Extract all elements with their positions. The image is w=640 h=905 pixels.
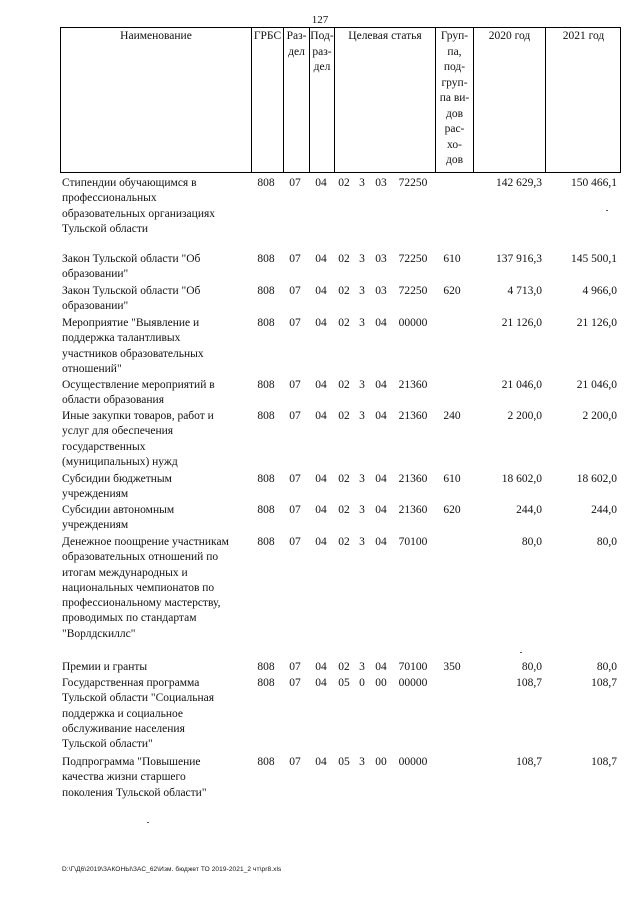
row-target-direction: 70100 bbox=[398, 536, 428, 548]
row-name-line: образовании" bbox=[62, 268, 129, 281]
row-grbs: 808 bbox=[257, 473, 275, 485]
header-target-label: Целевая статья bbox=[348, 30, 422, 42]
row-name-line: отношений" bbox=[62, 362, 122, 375]
row-vid: 620 bbox=[443, 504, 461, 516]
row-name-line: Мероприятие "Выявление и bbox=[62, 317, 200, 329]
row-2020: 2 200,0 bbox=[507, 410, 542, 422]
row-name bbox=[62, 535, 250, 642]
row-name-line: национальных чемпионатов по bbox=[62, 581, 215, 594]
row-target-program: 05 bbox=[338, 677, 350, 689]
row-target-program: 02 bbox=[338, 253, 350, 265]
page-number: 127 bbox=[311, 14, 329, 26]
row-name-line: качества жизни старшего bbox=[62, 771, 186, 784]
row-target-direction: 21360 bbox=[398, 379, 428, 391]
row-grbs: 808 bbox=[257, 410, 275, 422]
row-name bbox=[62, 660, 250, 675]
row-name-line: поддержка талантливых bbox=[62, 332, 181, 345]
row-name bbox=[62, 409, 250, 470]
row-target-subprogram: 0 bbox=[359, 677, 365, 689]
row-name-line: образовании" bbox=[62, 300, 129, 313]
row-target-event: 03 bbox=[375, 253, 387, 265]
row-target-subprogram: 3 bbox=[359, 379, 365, 391]
row-2021: 80,0 bbox=[596, 536, 617, 548]
row-podrazdel: 04 bbox=[315, 473, 327, 485]
header-podrazdel bbox=[309, 28, 334, 172]
row-target-event: 03 bbox=[375, 285, 387, 297]
row-name-line: Стипендии обучающимся в bbox=[62, 177, 197, 189]
row-name-line: государственных bbox=[62, 440, 146, 453]
header-podrazdel-line: дел bbox=[313, 61, 331, 73]
row-name-line: Подпрограмма "Повышение bbox=[62, 756, 201, 768]
row-razdel: 07 bbox=[289, 379, 301, 391]
row-razdel: 07 bbox=[289, 536, 301, 548]
row-target-subprogram: 3 bbox=[359, 473, 365, 485]
row-2020: 21 126,0 bbox=[501, 317, 542, 329]
row-target-subprogram: 3 bbox=[359, 177, 365, 189]
row-name-line: образовательных организациях bbox=[62, 207, 216, 220]
row-2021: 108,7 bbox=[591, 677, 617, 689]
row-target-direction: 00000 bbox=[398, 677, 428, 689]
row-2021: 18 602,0 bbox=[576, 473, 617, 485]
row-name bbox=[62, 755, 250, 801]
header-target bbox=[334, 28, 435, 172]
row-razdel: 07 bbox=[289, 473, 301, 485]
header-razdel-line: Раз- bbox=[286, 30, 307, 42]
scan-speck bbox=[147, 822, 149, 823]
row-2021: 244,0 bbox=[591, 504, 617, 516]
header-vid-line: дов bbox=[445, 154, 464, 166]
row-grbs: 808 bbox=[257, 177, 275, 189]
row-name-line: обслуживание населения bbox=[62, 722, 185, 735]
row-name bbox=[62, 676, 250, 752]
row-podrazdel: 04 bbox=[315, 677, 327, 689]
row-2020: 244,0 bbox=[516, 504, 542, 516]
row-target-program: 02 bbox=[338, 504, 350, 516]
row-name-line: поколения Тульской области" bbox=[62, 786, 207, 799]
row-target-direction: 21360 bbox=[398, 473, 428, 485]
row-name bbox=[62, 252, 250, 283]
row-name-line: участников образовательных bbox=[62, 347, 204, 360]
row-2021: 80,0 bbox=[596, 661, 617, 673]
row-2021: 2 200,0 bbox=[582, 410, 617, 422]
row-name-line: Тульской области bbox=[62, 222, 149, 235]
row-target-event: 04 bbox=[375, 379, 387, 391]
row-name-line: Субсидии бюджетным bbox=[62, 473, 172, 485]
row-target-subprogram: 3 bbox=[359, 661, 365, 673]
row-name-line: Тульской области" bbox=[62, 738, 153, 751]
row-name bbox=[62, 284, 250, 315]
header-vid-line: хо- bbox=[447, 138, 462, 151]
row-grbs: 808 bbox=[257, 317, 275, 329]
header-grbs bbox=[251, 28, 283, 172]
row-podrazdel: 04 bbox=[315, 177, 327, 189]
row-2021: 4 966,0 bbox=[582, 285, 617, 297]
row-razdel: 07 bbox=[289, 504, 301, 516]
header-razdel-line: дел bbox=[288, 45, 305, 58]
row-target-program: 02 bbox=[338, 410, 350, 422]
row-2021: 145 500,1 bbox=[571, 253, 617, 265]
row-podrazdel: 04 bbox=[315, 253, 327, 265]
row-2021: 21 126,0 bbox=[576, 317, 617, 329]
row-vid: 610 bbox=[443, 253, 461, 265]
row-target-direction: 72250 bbox=[398, 177, 428, 189]
row-grbs: 808 bbox=[257, 253, 275, 265]
row-target-direction: 70100 bbox=[398, 661, 428, 673]
row-target-direction: 21360 bbox=[398, 410, 428, 422]
header-grbs-label: ГРБС bbox=[253, 30, 282, 42]
row-name-line: профессиональных bbox=[62, 192, 157, 205]
row-name-line: Субсидии автономным bbox=[62, 504, 175, 516]
file-path-footer: D:\Г\Д6\2019\ЗАКОНЫ\ЗАС_62\Изм. бюджет ТО 2019-2021_2 чт\pr8.xls bbox=[62, 866, 282, 873]
row-2020: 4 713,0 bbox=[507, 285, 542, 297]
row-target-event: 00 bbox=[375, 756, 387, 768]
row-podrazdel: 04 bbox=[315, 536, 327, 548]
header-podrazdel-line: Под- bbox=[310, 30, 334, 42]
row-name-line: профессиональному мастерству, bbox=[62, 597, 221, 610]
scan-speck bbox=[606, 210, 608, 211]
scan-speck bbox=[520, 652, 522, 653]
row-target-program: 02 bbox=[338, 661, 350, 673]
row-vid: 350 bbox=[443, 661, 461, 673]
row-target-program: 02 bbox=[338, 536, 350, 548]
row-name-line: Денежное поощрение участникам bbox=[62, 536, 229, 548]
row-target-direction: 72250 bbox=[398, 253, 428, 265]
row-name-line: Закон Тульской области "Об bbox=[62, 285, 201, 297]
header-vid-line: па, bbox=[447, 45, 462, 58]
row-name-line: Иные закупки товаров, работ и bbox=[62, 410, 214, 422]
row-target-event: 04 bbox=[375, 536, 387, 548]
row-vid: 620 bbox=[443, 285, 461, 297]
row-name-line: проводимых по стандартам bbox=[62, 612, 197, 625]
row-grbs: 808 bbox=[257, 661, 275, 673]
row-grbs: 808 bbox=[257, 504, 275, 516]
header-name-label: Наименование bbox=[120, 30, 192, 42]
row-name-line: учреждениям bbox=[62, 488, 129, 501]
header-podrazdel-line: раз- bbox=[312, 45, 332, 58]
row-name-line: Тульской области "Социальная bbox=[62, 692, 215, 705]
row-target-direction: 00000 bbox=[398, 317, 428, 329]
row-razdel: 07 bbox=[289, 285, 301, 297]
row-name-line: "Ворлдскиллс" bbox=[62, 627, 136, 640]
row-2020: 137 916,3 bbox=[496, 253, 542, 265]
row-name-line: Осуществление мероприятий в bbox=[62, 379, 215, 391]
table-header bbox=[60, 27, 621, 173]
row-podrazdel: 04 bbox=[315, 504, 327, 516]
row-2020: 80,0 bbox=[521, 536, 542, 548]
row-target-program: 02 bbox=[338, 473, 350, 485]
row-name-line: области образования bbox=[62, 394, 164, 407]
row-grbs: 808 bbox=[257, 756, 275, 768]
row-2021: 21 046,0 bbox=[576, 379, 617, 391]
row-podrazdel: 04 bbox=[315, 379, 327, 391]
row-2020: 21 046,0 bbox=[501, 379, 542, 391]
row-target-direction: 00000 bbox=[398, 756, 428, 768]
header-name bbox=[61, 28, 251, 172]
row-2020: 80,0 bbox=[521, 661, 542, 673]
row-razdel: 07 bbox=[289, 253, 301, 265]
row-razdel: 07 bbox=[289, 177, 301, 189]
row-target-event: 04 bbox=[375, 504, 387, 516]
row-vid: 240 bbox=[443, 410, 461, 422]
row-vid: 610 bbox=[443, 473, 461, 485]
row-target-event: 04 bbox=[375, 317, 387, 329]
row-target-program: 02 bbox=[338, 177, 350, 189]
row-2020: 142 629,3 bbox=[496, 177, 542, 189]
row-grbs: 808 bbox=[257, 536, 275, 548]
row-razdel: 07 bbox=[289, 756, 301, 768]
row-target-subprogram: 3 bbox=[359, 317, 365, 329]
row-name-line: учреждениям bbox=[62, 519, 129, 532]
header-vid-line: рас- bbox=[444, 123, 465, 135]
row-name bbox=[62, 176, 250, 237]
row-target-event: 04 bbox=[375, 410, 387, 422]
row-name-line: Государственная программа bbox=[62, 677, 200, 689]
row-target-subprogram: 3 bbox=[359, 410, 365, 422]
row-name-line: услуг для обеспечения bbox=[62, 425, 174, 438]
header-vid bbox=[435, 28, 473, 172]
row-target-program: 02 bbox=[338, 285, 350, 297]
row-target-event: 04 bbox=[375, 473, 387, 485]
row-name-line: образовательных отношений по bbox=[62, 551, 219, 564]
row-razdel: 07 bbox=[289, 410, 301, 422]
row-grbs: 808 bbox=[257, 379, 275, 391]
row-target-program: 02 bbox=[338, 317, 350, 329]
row-target-subprogram: 3 bbox=[359, 756, 365, 768]
row-target-event: 04 bbox=[375, 661, 387, 673]
row-2020: 108,7 bbox=[516, 756, 542, 768]
header-vid-line: груп- bbox=[441, 76, 468, 89]
row-grbs: 808 bbox=[257, 677, 275, 689]
row-name bbox=[62, 316, 250, 377]
row-target-event: 00 bbox=[375, 677, 387, 689]
row-2021: 150 466,1 bbox=[571, 177, 617, 189]
row-target-direction: 21360 bbox=[398, 504, 428, 516]
header-vid-line: под- bbox=[443, 61, 466, 73]
row-name bbox=[62, 503, 250, 534]
row-target-event: 03 bbox=[375, 177, 387, 189]
row-podrazdel: 04 bbox=[315, 285, 327, 297]
header-vid-line: па ви- bbox=[439, 92, 470, 104]
header-vid-line: дов bbox=[445, 107, 464, 120]
row-podrazdel: 04 bbox=[315, 410, 327, 422]
row-name bbox=[62, 472, 250, 503]
row-podrazdel: 04 bbox=[315, 317, 327, 329]
row-target-program: 02 bbox=[338, 379, 350, 391]
header-2021-label: 2021 год bbox=[562, 30, 605, 42]
header-razdel bbox=[283, 28, 309, 172]
row-target-direction: 72250 bbox=[398, 285, 428, 297]
row-target-program: 05 bbox=[338, 756, 350, 768]
row-name-line: итогам международных и bbox=[62, 566, 188, 579]
header-2020 bbox=[473, 28, 545, 172]
row-2021: 108,7 bbox=[591, 756, 617, 768]
row-razdel: 07 bbox=[289, 661, 301, 673]
row-name bbox=[62, 378, 250, 409]
row-2020: 108,7 bbox=[516, 677, 542, 689]
row-podrazdel: 04 bbox=[315, 661, 327, 673]
row-2020: 18 602,0 bbox=[501, 473, 542, 485]
row-name-line: (муниципальных) нужд bbox=[62, 455, 178, 468]
row-name-line: Закон Тульской области "Об bbox=[62, 253, 201, 265]
row-target-subprogram: 3 bbox=[359, 285, 365, 297]
row-name-line: поддержка и социальное bbox=[62, 707, 183, 720]
row-target-subprogram: 3 bbox=[359, 536, 365, 548]
header-vid-line: Груп- bbox=[440, 30, 469, 42]
row-target-subprogram: 3 bbox=[359, 253, 365, 265]
row-razdel: 07 bbox=[289, 677, 301, 689]
header-2021 bbox=[545, 28, 621, 172]
header-2020-label: 2020 год bbox=[488, 30, 531, 42]
row-razdel: 07 bbox=[289, 317, 301, 329]
row-podrazdel: 04 bbox=[315, 756, 327, 768]
row-grbs: 808 bbox=[257, 285, 275, 297]
row-target-subprogram: 3 bbox=[359, 504, 365, 516]
row-name-line: Премии и гранты bbox=[62, 661, 148, 673]
